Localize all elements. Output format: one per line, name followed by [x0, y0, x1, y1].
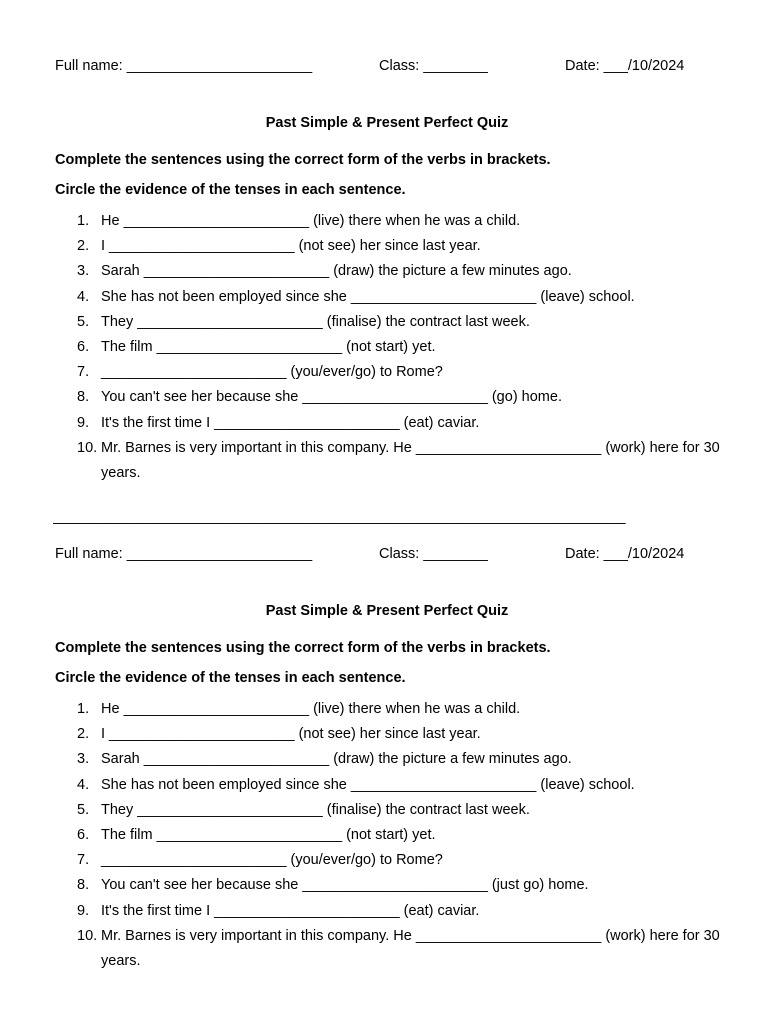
student-info-row: [55, 58, 735, 82]
full-name-field: Full name: _______________________: [55, 546, 313, 562]
question-text: _______________________ (you/ever/go) to Rome?: [101, 852, 443, 869]
date-field: Date: ___/10/2024: [565, 58, 685, 74]
question-number: 6.: [77, 827, 90, 844]
question-text: I _______________________ (not see) her since last year.: [101, 238, 481, 255]
question-number: 5.: [77, 801, 90, 818]
instruction-circle: Circle the evidence of the tenses in each sentence.: [55, 670, 406, 686]
question-number: 1.: [77, 213, 90, 229]
quiz-title: Past Simple & Present Perfect Quiz: [265, 115, 509, 131]
question-text: They _______________________ (finalise) the contract last week.: [101, 313, 530, 330]
quiz-title: Past Simple & Present Perfect Quiz: [265, 603, 509, 619]
full-name-field: Full name: _______________________: [55, 58, 313, 74]
question-text: It's the first time I _______________________ (eat) caviar.: [101, 902, 480, 919]
question-item: [55, 259, 735, 284]
question-number: 10.: [77, 439, 98, 456]
question-item: [55, 411, 735, 436]
question-item: [55, 360, 735, 385]
instruction-circle: Circle the evidence of the tenses in each sentence.: [55, 182, 406, 198]
quiz-section-1: [55, 58, 735, 486]
question-text: She has not been employed since she _______________________ (leave) school.: [101, 288, 635, 305]
question-number: 5.: [77, 313, 90, 330]
question-item: [55, 798, 735, 823]
question-number: 2.: [77, 238, 90, 255]
class-field: Class: ________: [379, 58, 488, 74]
question-item: [55, 747, 735, 772]
question-item: [55, 848, 735, 873]
date-field: Date: ___/10/2024: [565, 546, 685, 562]
question-number: 9.: [77, 902, 90, 919]
question-number: 8.: [77, 877, 90, 894]
question-text: Mr. Barnes is very important in this company. He _______________________ (work) here for 30 years.: [101, 927, 724, 970]
quiz-section-2: [55, 546, 735, 974]
question-text: Sarah _______________________ (draw) the picture a few minutes ago.: [101, 751, 572, 768]
question-text: She has not been employed since she _______________________ (leave) school.: [101, 776, 635, 793]
question-text: Mr. Barnes is very important in this company. He _______________________ (work) here for 30 years.: [101, 439, 724, 482]
question-list: [55, 209, 735, 486]
question-list: [55, 697, 735, 974]
question-text: Sarah _______________________ (draw) the picture a few minutes ago.: [101, 263, 572, 280]
question-number: 3.: [77, 263, 90, 280]
question-item: [55, 823, 735, 848]
question-number: 6.: [77, 339, 90, 356]
question-item: [55, 873, 735, 898]
question-number: 1.: [77, 701, 90, 717]
question-text: You can't see her because she _______________________ (go) home.: [101, 389, 562, 406]
question-text: The film _______________________ (not start) yet.: [101, 827, 436, 844]
question-text: _______________________ (you/ever/go) to Rome?: [101, 364, 443, 381]
question-item: [55, 209, 735, 234]
question-text: They _______________________ (finalise) the contract last week.: [101, 801, 530, 818]
student-info-row: [55, 546, 735, 570]
cut-line-divider: _______________________________________________________________________: [53, 509, 626, 525]
question-text: You can't see her because she _______________________ (just go) home.: [101, 877, 589, 894]
question-item: [55, 234, 735, 259]
class-field: Class: ________: [379, 546, 488, 562]
question-item: [55, 697, 735, 722]
question-text: He _______________________ (live) there when he was a child.: [101, 213, 521, 229]
question-number: 3.: [77, 751, 90, 768]
question-number: 4.: [77, 776, 90, 793]
question-number: 8.: [77, 389, 90, 406]
question-text: He _______________________ (live) there when he was a child.: [101, 701, 521, 717]
question-number: 7.: [77, 364, 90, 381]
question-item: [55, 285, 735, 310]
question-text: It's the first time I _______________________ (eat) caviar.: [101, 414, 480, 431]
question-text: The film _______________________ (not start) yet.: [101, 339, 436, 356]
question-number: 4.: [77, 288, 90, 305]
instruction-complete: Complete the sentences using the correct form of the verbs in brackets.: [55, 640, 551, 656]
question-number: 10.: [77, 927, 98, 944]
question-item: [55, 773, 735, 798]
question-item: [55, 385, 735, 410]
question-item: [55, 722, 735, 747]
question-number: 9.: [77, 414, 90, 431]
question-text: I _______________________ (not see) her since last year.: [101, 726, 481, 743]
question-number: 7.: [77, 852, 90, 869]
instruction-complete: Complete the sentences using the correct form of the verbs in brackets.: [55, 152, 551, 168]
question-item: [55, 899, 735, 924]
question-item: [55, 310, 735, 335]
question-item: [55, 436, 735, 486]
question-item: [55, 335, 735, 360]
question-item: [55, 924, 735, 974]
question-number: 2.: [77, 726, 90, 743]
